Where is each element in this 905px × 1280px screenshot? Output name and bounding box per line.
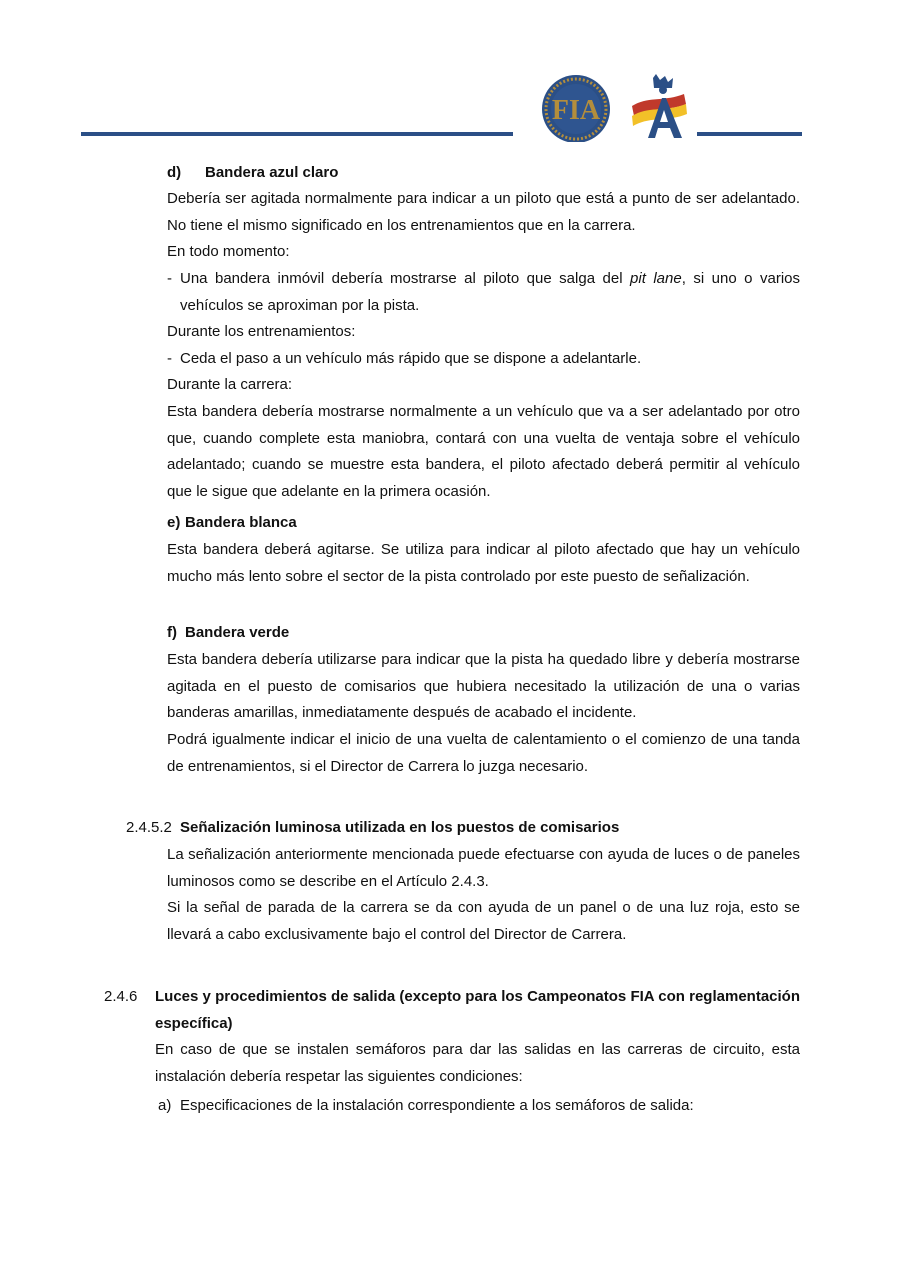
- sec-d-title: Bandera azul claro: [205, 164, 339, 181]
- sec-d-bullet1-pre: Una bandera inmóvil debería mostrarse al piloto que salga del: [180, 270, 631, 287]
- sec-f-heading: [167, 620, 807, 647]
- sec-d-heading: [167, 160, 807, 187]
- logos-svg: [536, 72, 696, 142]
- header-logos: [536, 72, 696, 142]
- sec-2452-title: Señalización luminosa utilizada en los puestos de comisarios: [180, 819, 620, 836]
- sec-d-p4: Durante la carrera:: [167, 376, 293, 393]
- sec-e-heading: [167, 510, 807, 537]
- sec-d-p2: En todo momento:: [167, 243, 290, 260]
- sec-d-p1: Debería ser agitada normalmente para indicar a un piloto que está a punto de ser adelantado. No tiene el mismo significado en los entrenamientos que en la carrera.: [167, 190, 800, 234]
- sec-d-bullet1-text: [180, 266, 800, 319]
- sec-246-number: 2.4.6: [104, 988, 138, 1005]
- sec-d-bullet1-post: , si uno o varios vehículos se aproximan por la pista.: [180, 270, 800, 314]
- sec-d-bullet1: [167, 266, 800, 319]
- sec-d-p3: Durante los entrenamientos:: [167, 323, 356, 340]
- sec-e-p1: Esta bandera deberá agitarse. Se utiliza para indicar al piloto afectado que hay un vehículo mucho más lento sobre el sector de la pista controlado por este puesto de señalización.: [167, 541, 800, 585]
- header-rule-left: [81, 132, 513, 136]
- sec-2452-p2: Si la señal de parada de la carrera se da con ayuda de un panel o de una luz roja, esto se llevará a cabo exclusivamente bajo el control del Director de Carrera.: [167, 899, 800, 943]
- sec-e-label: e): [167, 514, 181, 531]
- sec-f-title: Bandera verde: [185, 624, 290, 641]
- sec-d-label: d): [167, 164, 182, 181]
- sec-2452-p1: La señalización anteriormente mencionada puede efectuarse con ayuda de luces o de paneles luminosos como se describe en el Artículo 2.4.3.: [167, 846, 800, 890]
- sec-d-bullet1-dash: -: [167, 270, 172, 287]
- header-rule-right: [697, 132, 802, 136]
- sec-246-p1: En caso de que se instalen semáforos para dar las salidas en las carreras de circuito, esta instalación debería respetar las siguientes condiciones:: [155, 1041, 800, 1085]
- sec-d-bullet1-italic: pit lane: [630, 270, 682, 287]
- fia-logo-text: FIA: [551, 95, 601, 126]
- sec-f-p2: Podrá igualmente indicar el inicio de una vuelta de calentamiento o el comienzo de una tanda de entrenamientos, si el Director de Carrera lo juzga necesario.: [167, 731, 800, 775]
- sec-e-title: Bandera blanca: [185, 514, 297, 531]
- sec-d-bullet2-dash: -: [167, 350, 172, 367]
- sec-d-p5: Esta bandera debería mostrarse normalmente a un vehículo que va a ser adelantado por otro que, cuando complete esta maniobra, contará con una vuelta de ventaja sobre el vehículo adelantado; cuando se muestre esta bandera, el piloto afectado deberá permitir al vehículo que le sigue que adelante en la primera ocasión.: [167, 403, 800, 500]
- sec-f-label: f): [167, 624, 177, 641]
- sec-246-item-a-text: Especificaciones de la instalación correspondiente a los semáforos de salida:: [180, 1097, 694, 1114]
- sec-d-bullet2: [167, 346, 800, 373]
- sec-2452-heading: [126, 815, 816, 842]
- sec-246-heading: [104, 984, 804, 1037]
- sec-d-bullet2-text: Ceda el paso a un vehículo más rápido que se dispone a adelantarle.: [180, 350, 642, 367]
- sec-246-title: Luces y procedimientos de salida (excepto para los Campeonatos FIA con reglamentación específica): [155, 988, 800, 1032]
- sec-246-item-a: [158, 1093, 798, 1120]
- sec-f-p1: Esta bandera debería utilizarse para indicar que la pista ha quedado libre y debería mostrarse agitada en el puesto de comisarios que hubiera necesitado la utilización de una o varias banderas amarillas, inmediatamente después de acabado el incidente.: [167, 651, 800, 722]
- sec-246-item-a-label: a): [158, 1097, 172, 1114]
- rfeda-logo: [632, 74, 687, 138]
- sec-2452-number: 2.4.5.2: [126, 819, 172, 836]
- fia-logo: [542, 75, 610, 142]
